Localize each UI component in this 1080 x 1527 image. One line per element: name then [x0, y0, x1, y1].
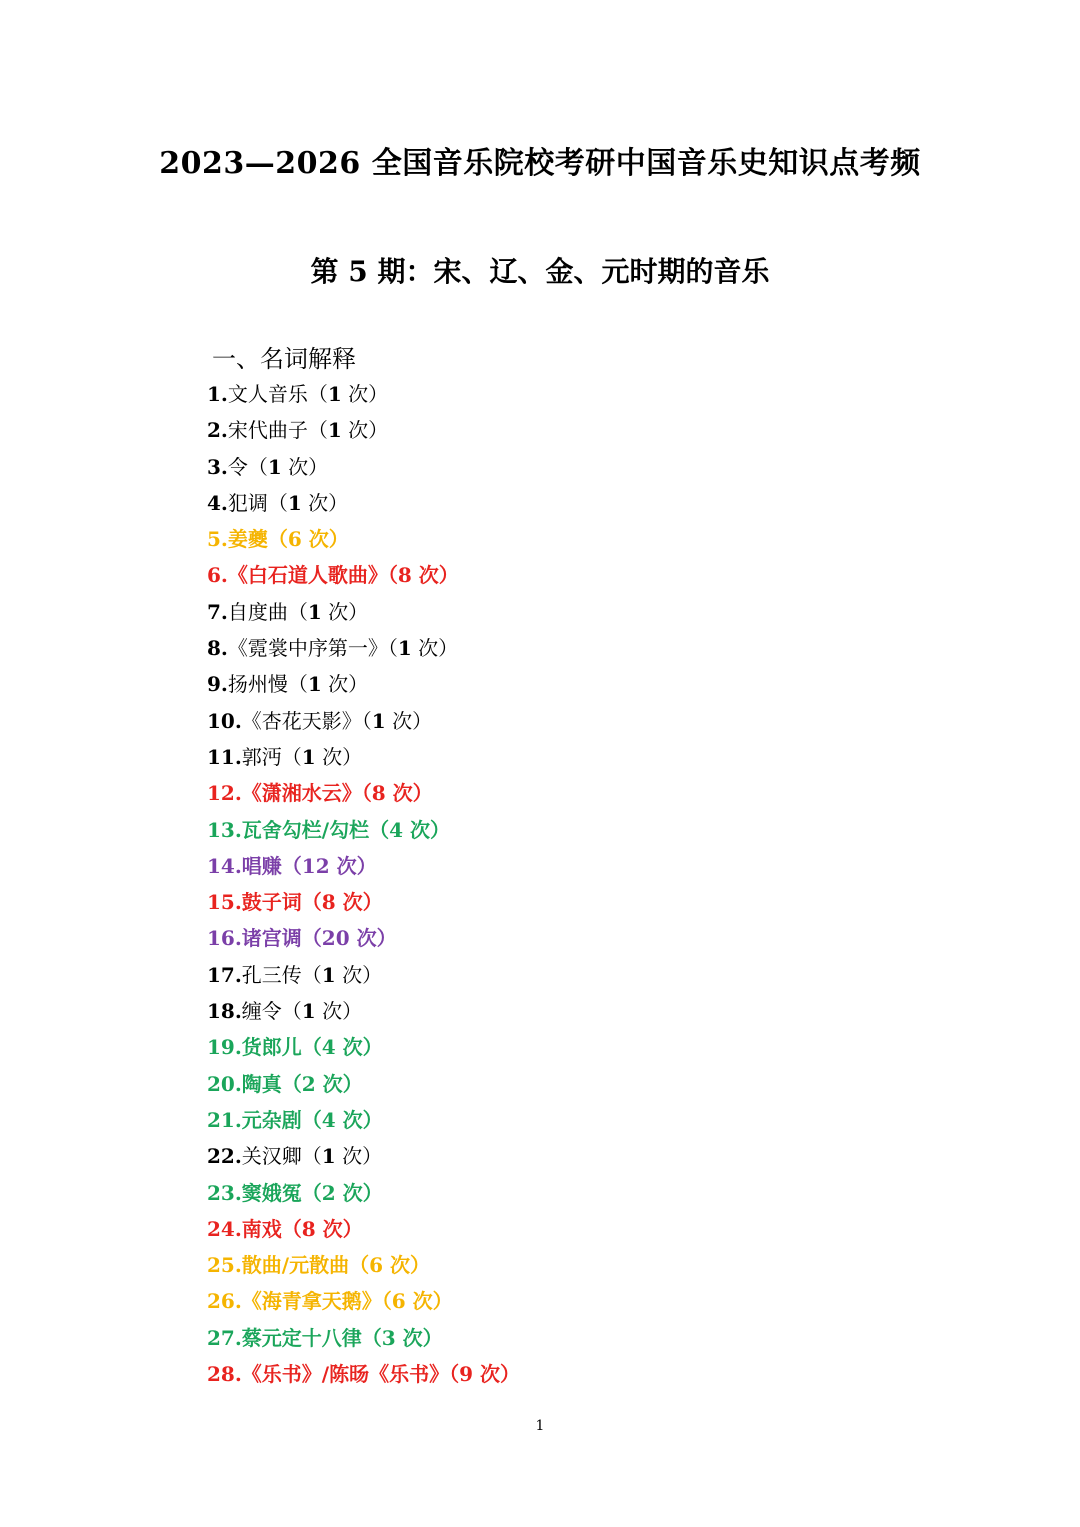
list-item [207, 666, 520, 702]
list-item [207, 812, 520, 848]
term-count-suffix: 次） [315, 1071, 363, 1096]
term-number: 25. [207, 1253, 242, 1278]
term-count: 6 [369, 1253, 384, 1278]
term-count-suffix: 次） [341, 382, 389, 406]
list-item [207, 1066, 520, 1102]
term-count-suffix: 次） [315, 999, 363, 1024]
document-title: 2023—2026 全国音乐院校考研中国音乐史知识点考频 [159, 146, 921, 181]
term-text: 元杂剧（ [241, 1107, 322, 1132]
term-count: 1 [301, 744, 316, 769]
term-count: 9 [459, 1362, 474, 1387]
document-subtitle: 第 5 期：宋、辽、金、元时期的音乐 [310, 255, 770, 288]
list-item [207, 1138, 520, 1174]
term-count: 12 [301, 853, 330, 878]
term-count: 1 [287, 490, 302, 515]
term-number: 2. [207, 418, 228, 443]
term-count: 1 [371, 708, 386, 733]
list-item [207, 848, 520, 884]
term-text: 散曲/元散曲（ [241, 1253, 370, 1278]
term-count-suffix: 次） [329, 853, 377, 878]
term-text: 孔三传（ [241, 962, 322, 987]
term-count: 1 [397, 636, 412, 661]
term-count-suffix: 次） [315, 1216, 363, 1241]
list-item [207, 739, 520, 775]
term-count-suffix: 次） [405, 1289, 453, 1314]
term-count-suffix: 次） [411, 563, 459, 588]
term-count-suffix: 次） [349, 926, 397, 951]
term-text: 令（ [227, 454, 268, 479]
term-text: 蔡元定十八律（ [241, 1325, 382, 1350]
term-text: 《潇湘水云》（ [241, 781, 372, 806]
list-item [207, 1029, 520, 1065]
term-count: 2 [301, 1071, 316, 1096]
term-number: 7. [207, 599, 228, 624]
term-number: 11. [207, 744, 242, 769]
term-count: 1 [307, 599, 322, 624]
term-count-suffix: 次） [321, 672, 369, 697]
term-count-suffix: 次） [383, 1253, 430, 1278]
list-item [207, 1175, 520, 1211]
term-number: 4. [207, 490, 228, 515]
term-count-suffix: 次） [301, 490, 349, 515]
term-count-suffix: 次） [335, 1035, 383, 1060]
term-number: 24. [207, 1216, 242, 1241]
term-count-suffix: 次） [321, 599, 369, 624]
term-text: 宋代曲子（ [227, 418, 328, 443]
list-item [207, 1211, 520, 1247]
list-item [207, 485, 520, 521]
term-number: 22. [207, 1144, 242, 1169]
term-text: 姜夔（ [227, 527, 288, 552]
term-count: 1 [321, 962, 336, 987]
list-item [207, 884, 520, 920]
term-text: 《霓裳中序第一》（ [227, 636, 398, 661]
term-count: 3 [381, 1325, 396, 1350]
term-number: 17. [207, 962, 242, 987]
list-item [207, 1102, 520, 1138]
term-count: 1 [307, 672, 322, 697]
term-count-suffix: 次） [335, 1180, 383, 1205]
section-heading: 一、名词解释 [212, 345, 356, 373]
term-count-suffix: 次） [385, 781, 433, 806]
term-count: 6 [287, 527, 302, 552]
list-item [207, 1247, 520, 1283]
term-number: 9. [207, 672, 228, 697]
term-count-suffix: 次） [315, 744, 363, 769]
term-count: 1 [301, 999, 316, 1024]
list-item [207, 630, 520, 666]
term-count-suffix: 次） [385, 708, 433, 733]
term-count: 2 [321, 1180, 336, 1205]
term-count-suffix: 次） [335, 1144, 383, 1169]
term-count: 4 [389, 817, 404, 842]
term-number: 1. [207, 382, 228, 406]
term-count: 4 [321, 1107, 336, 1132]
term-number: 15. [207, 890, 242, 915]
list-item [207, 376, 520, 412]
list-item [207, 449, 520, 485]
term-number: 8. [207, 636, 228, 661]
list-item [207, 920, 520, 956]
term-count-suffix: 次） [341, 418, 389, 443]
term-text: 自度曲（ [227, 599, 308, 624]
term-number: 6. [207, 563, 228, 588]
term-text: 扬州慢（ [227, 672, 308, 697]
term-count: 6 [391, 1289, 406, 1314]
term-text: 货郎儿（ [241, 1035, 322, 1060]
term-number: 5. [207, 527, 228, 552]
term-count: 1 [327, 418, 342, 443]
term-text: 《海青拿天鹅》（ [241, 1289, 392, 1314]
term-number: 28. [207, 1362, 242, 1387]
term-text: 诸宫调（ [241, 926, 322, 951]
term-count: 1 [321, 1144, 336, 1169]
list-item [207, 557, 520, 593]
term-count-suffix: 次） [395, 1325, 443, 1350]
term-number: 12. [207, 781, 242, 806]
term-text: 瓦舍勾栏/勾栏（ [241, 817, 390, 842]
term-number: 3. [207, 454, 228, 479]
term-count: 1 [267, 454, 282, 479]
term-number: 10. [207, 708, 242, 733]
term-text: 犯调（ [227, 490, 288, 515]
term-text: 《白石道人歌曲》（ [227, 563, 398, 588]
list-item [207, 1356, 520, 1392]
term-number: 26. [207, 1289, 242, 1314]
term-text: 鼓子词（ [241, 890, 322, 915]
term-count-suffix: 次） [403, 817, 450, 842]
term-count: 8 [371, 781, 386, 806]
page-number: 1 [535, 1418, 545, 1434]
list-item [207, 412, 520, 448]
term-text: 关汉卿（ [241, 1144, 322, 1169]
term-count: 8 [301, 1216, 316, 1241]
term-text: 陶真（ [241, 1071, 302, 1096]
term-count-suffix: 次） [411, 636, 459, 661]
term-text: 窦娥冤（ [241, 1180, 322, 1205]
term-count: 4 [321, 1035, 336, 1060]
term-text: 郭沔（ [241, 744, 302, 769]
list-item [207, 521, 520, 557]
term-number: 14. [207, 853, 242, 878]
term-count-suffix: 次） [335, 962, 383, 987]
list-item [207, 1320, 520, 1356]
list-item [207, 957, 520, 993]
list-item [207, 1283, 520, 1319]
term-text: 《杏花天影》（ [241, 708, 372, 733]
term-count: 1 [327, 382, 342, 406]
term-count: 20 [321, 926, 350, 951]
term-count-suffix: 次） [281, 454, 329, 479]
term-text: 南戏（ [241, 1216, 302, 1241]
term-number: 19. [207, 1035, 242, 1060]
term-number: 18. [207, 999, 242, 1024]
term-text: 缠令（ [241, 999, 302, 1024]
term-count-suffix: 次） [473, 1362, 520, 1387]
term-number: 20. [207, 1071, 242, 1096]
term-count-suffix: 次） [301, 527, 349, 552]
term-number: 27. [207, 1325, 242, 1350]
list-item [207, 993, 520, 1029]
list-item [207, 775, 520, 811]
term-count: 8 [321, 890, 336, 915]
term-number: 13. [207, 817, 242, 842]
term-count-suffix: 次） [335, 1107, 383, 1132]
term-number: 16. [207, 926, 242, 951]
term-count-suffix: 次） [335, 890, 383, 915]
term-number: 21. [207, 1107, 242, 1132]
term-number: 23. [207, 1180, 242, 1205]
list-item [207, 703, 520, 739]
term-text: 《乐书》/陈旸《乐书》（ [241, 1362, 460, 1387]
term-list [207, 376, 520, 1392]
term-text: 唱赚（ [241, 853, 302, 878]
term-count: 8 [397, 563, 412, 588]
term-text: 文人音乐（ [227, 382, 328, 406]
list-item [207, 594, 520, 630]
